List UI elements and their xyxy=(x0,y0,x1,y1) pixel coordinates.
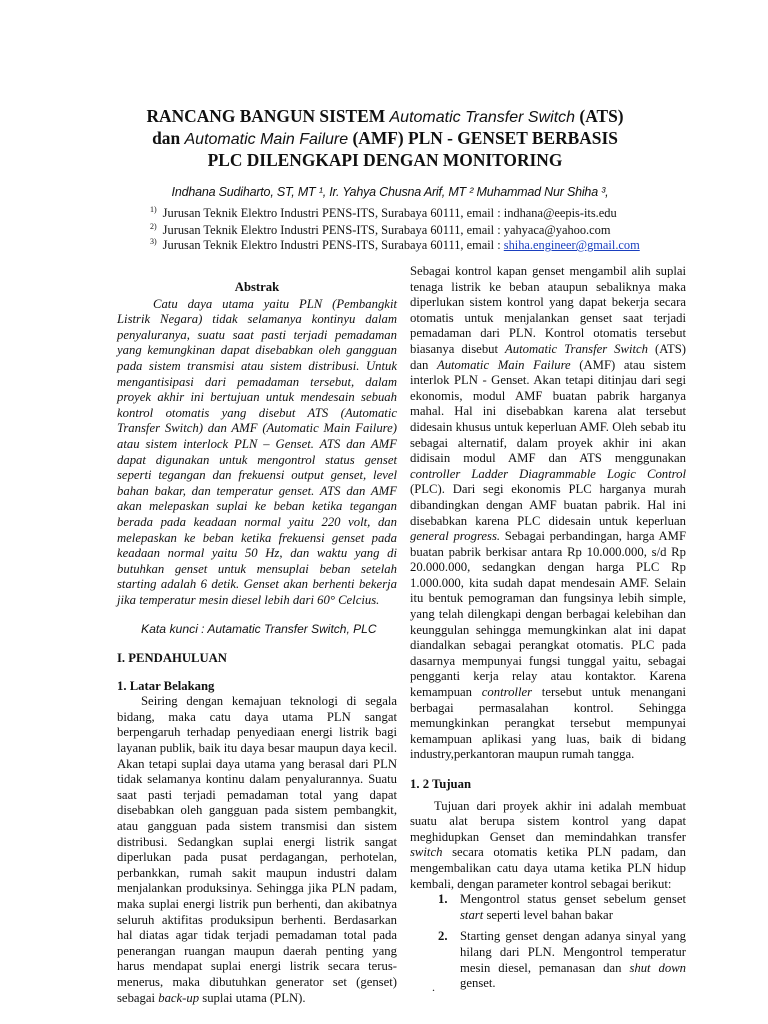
email-link[interactable]: shiha.engineer@gmail.com xyxy=(503,238,640,253)
keyword-label: Kata kunci xyxy=(141,622,198,637)
list-item: 2. Starting genset dengan adanya sinyal yang hilang dari PLN. Mengontrol temperatur mesin diesel, pemanasan dan shut down genset. xyxy=(438,929,686,991)
page-mark: . xyxy=(432,980,435,994)
affiliation-2: $^{2)}$ Jurusan Teknik Elektro Industri PENS-ITS, Surabaya 60111, email : yahyaca@yahoo.com xyxy=(150,222,611,238)
tujuan-text: Tujuan dari proyek akhir ini adalah membuat suatu alat berupa sistem kontrol yang dapat meghidupkan Genset dan memindahkan transfer switch secara otomatis ketika PLN padam, dan mengembalikan catu daya utama ketika PLN hidup kembali, dengan parameter kontrol sebagai berikut: xyxy=(410,798,687,891)
latar-belakang-text: Seiring dengan kemajuan teknologi di segala bidang, maka catu daya utama PLN sangat berpengaruh terhadap penyediaan energi listrik bagi layanan publik, baik itu daya besar maupun daya kecil. Akan tetapi suplai daya utama yang berasal dari PLN tidak selamanya kontinu dalam penyalurannya. Suatu saat pasti terjadi pemadaman total yang dapat disebabkan oleh gangguan pada sistem pembangkit, atau gangguan pada sistem transmisi dan sistem distribusi. Sedangkan suplai energi listrik sangat diperlukan pada pusat perdagangan, perhotelan, perbankkan, rumah sakit maupun industri dalam menjalankan produksinya. Sehingga jika PLN padam, maka suplai energi listrik pun berhenti, dan akibatnya seluruh aktifitas produksipun berhenti. Berdasarkan hal diatas agar tidak terjadi pemadaman total pada penerangan ruangan maupun daerah penting yang harus mendapat suplai energi listrik secara terus-menerus, maka dibutuhkan generator set (genset) sebagai back-up suplai utama (PLN). xyxy=(117,694,397,1005)
section-heading: I. PENDAHULUAN xyxy=(117,651,227,666)
paper-title xyxy=(90,106,680,171)
author-list: Indhana Sudiharto, ST, MT ¹, Ir. Yahya Chusna Arif, MT ² Muhammad Nur Shiha ³, xyxy=(171,185,609,199)
keyword-text: : Autamatic Transfer Switch, PLC xyxy=(201,622,377,637)
title-line-2: dan Automatic Main Failure (AMF) PLN - GENSET BERBASIS xyxy=(152,128,618,148)
left-column xyxy=(117,280,397,1006)
intro-continued-text: Sebagai kontrol kapan genset mengambil alih suplai tenaga listrik ke beban ataupun sebaliknya maka diperlukan sistem kontrol yang dapat bekerja secara otomatis untuk menjalankan genset saat terjadi pemadaman dari PLN. Kontrol otomatis tersebut biasanya disebut Automatic Transfer Switch (ATS) dan Automatic Main Failure (AMF) atau sistem interlok PLN - Genset. Akan tetapi ditinjau dari segi ekonomis, modul AMF buatan pabrik harganya mahal. Hal ini disebabkan karena alat tersebut didesain khusus untuk keperluan AMF. Oleh sebab itu sebagai alternatif, dalam proyek akhir ini akan didisain modul AMF dan ATS menggunakan controller Ladder Diagrammable Logic Control (PLC). Dari segi ekonomis PLC harganya murah dibandingkan dengan AMF buatan pabrik. Hal ini disebabkan karena PLC didesain untuk keperluan general progress. Sebagai perbandingan, harga AMF buatan pabrik berkisar antara Rp 10.000.000, s/d Rp 20.000.000, sedangkan dengan harga PLC Rp 1.000.000, kita sudah dapat mendesain AMF. Selain itu bentuk pemograman dan fungsinya lebih simple, yang telah dilengkapi dengan berbagai kelebihan dan keunggulan sehingga memungkinkan alat ini dapat diandalkan sebagai perangkat otomatis. PLC pada dasarnya mempunyai fungsi tunggal yaitu, sebagai pengganti kerja relay atau kontaktor. Karena kemampuan controller tersebut untuk menangani berbagai permasalahan kontrol. Sehingga memungkinkan perangkat tersebut mempunyai kemampuan aplikasi yang luas, baik di bidang industry,perkantoran maupun rumah tangga. xyxy=(410,264,687,762)
list-item: 1. Mengontrol status genset sebelum genset start seperti level bahan bakar xyxy=(438,892,686,922)
affiliation-1: $^{1)}$ Jurusan Teknik Elektro Industri PENS-ITS, Surabaya 60111, email : indhana@eepis-its.edu xyxy=(150,205,617,221)
subsection-heading-latar: 1. Latar Belakang xyxy=(117,678,215,693)
keywords xyxy=(117,622,397,638)
title-line-3: PLC DILENGKAPI DENGAN MONITORING xyxy=(207,150,563,170)
abstract-heading: Abstrak xyxy=(234,280,280,294)
abstract-body: Catu daya utama yaitu PLN (Pembangkit Listrik Negara) tidak selamanya kontinyu dalam penyaluranya, suatu saat pasti terjadi pemadaman yang kemungkinan dapat disebabkan oleh gangguan pada sistem transmisi atau sistem distribusi. Untuk mengantisipasi dari pemadaman tersebut, dalam proyek akhir ini bertujuan untuk mendesain sebuah kontrol otomatis yang disebut ATS (Automatic Transfer Switch) dan AMF (Automatic Main Failure) atau sistem interlock PLN – Genset. ATS dan AMF dapat digunakan untuk mengontrol status genset seperti tegangan dan frekuensi output genset, level bahan bakar, dan temperatur genset. ATS dan AMF akan melepaskan suplai ke beban ketika tegangan berada pada keadaan normal yaitu 220 volt, dan melepaskan ke beban ketika frekuensi genset pada keadaan normal yaitu 50 Hz, dan waktu yang di butuhkan genset untuk mensuplai beban setelah starting adalah 6 detik. Genset akan berhenti bekerja jika temperatur mesin diesel lebih dari 60° Celcius. xyxy=(117,296,397,607)
subsection-heading-tujuan: 1. 2 Tujuan xyxy=(410,777,472,791)
right-column xyxy=(410,264,686,998)
affiliation-3: $^{3)}$ Jurusan Teknik Elektro Industri PENS-ITS, Surabaya 60111, email : shiha.engineer@gmail.com xyxy=(150,237,640,253)
title-line-1: RANCANG BANGUN SISTEM Automatic Transfer Switch (ATS) xyxy=(146,106,624,126)
objective-list xyxy=(410,892,686,992)
